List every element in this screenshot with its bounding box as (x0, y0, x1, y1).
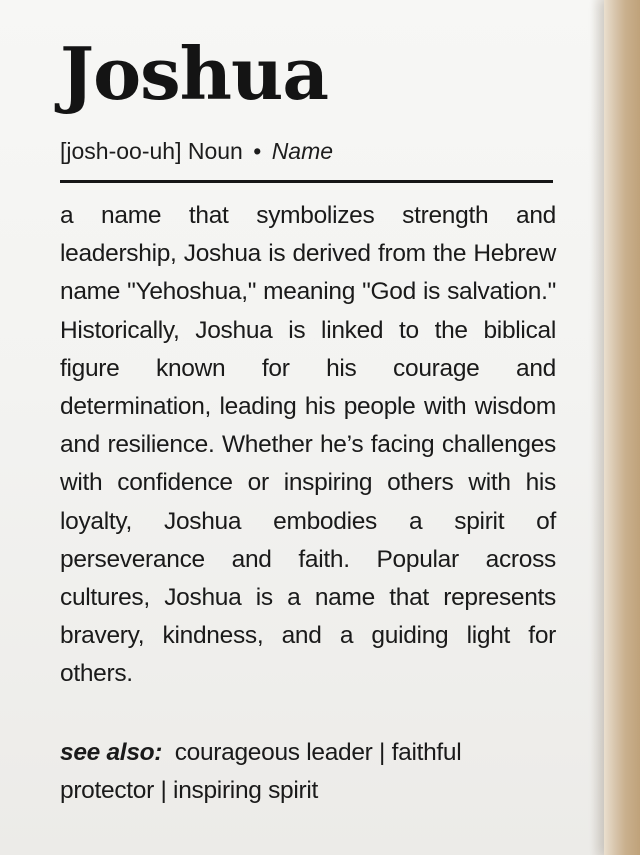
definition-text: a name that symbolizes strength and leadership, Joshua is derived from the Hebrew name "Yehoshua," meaning "God is salvation." Historically, Joshua is linked to the biblical figure known for his courage and determination, leading his people with wisdom and resilience. Whether he’s facing challenges with confidence or inspiring others with his loyalty, Joshua embodies a spirit of perseverance and faith. Popular across cultures, Joshua is a name that represents bravery, kindness, and a guiding light for others. (60, 202, 556, 688)
pronunciation-line (60, 136, 556, 166)
frame-shadow (590, 0, 604, 855)
part-of-speech: Noun (187, 138, 243, 164)
entry-category: Name (271, 138, 334, 164)
divider-rule (60, 180, 553, 183)
pronunciation: [josh-oo-uh] (60, 138, 182, 164)
bullet-separator: • (253, 138, 262, 164)
see-also (60, 734, 556, 810)
see-also-terms: courageous leader | faithful protector | inspiring spirit (60, 738, 462, 804)
wooden-frame-edge (604, 0, 640, 855)
entry-word: Joshua (60, 31, 328, 116)
definition-card (60, 28, 556, 810)
see-also-label: see also: (60, 738, 163, 766)
